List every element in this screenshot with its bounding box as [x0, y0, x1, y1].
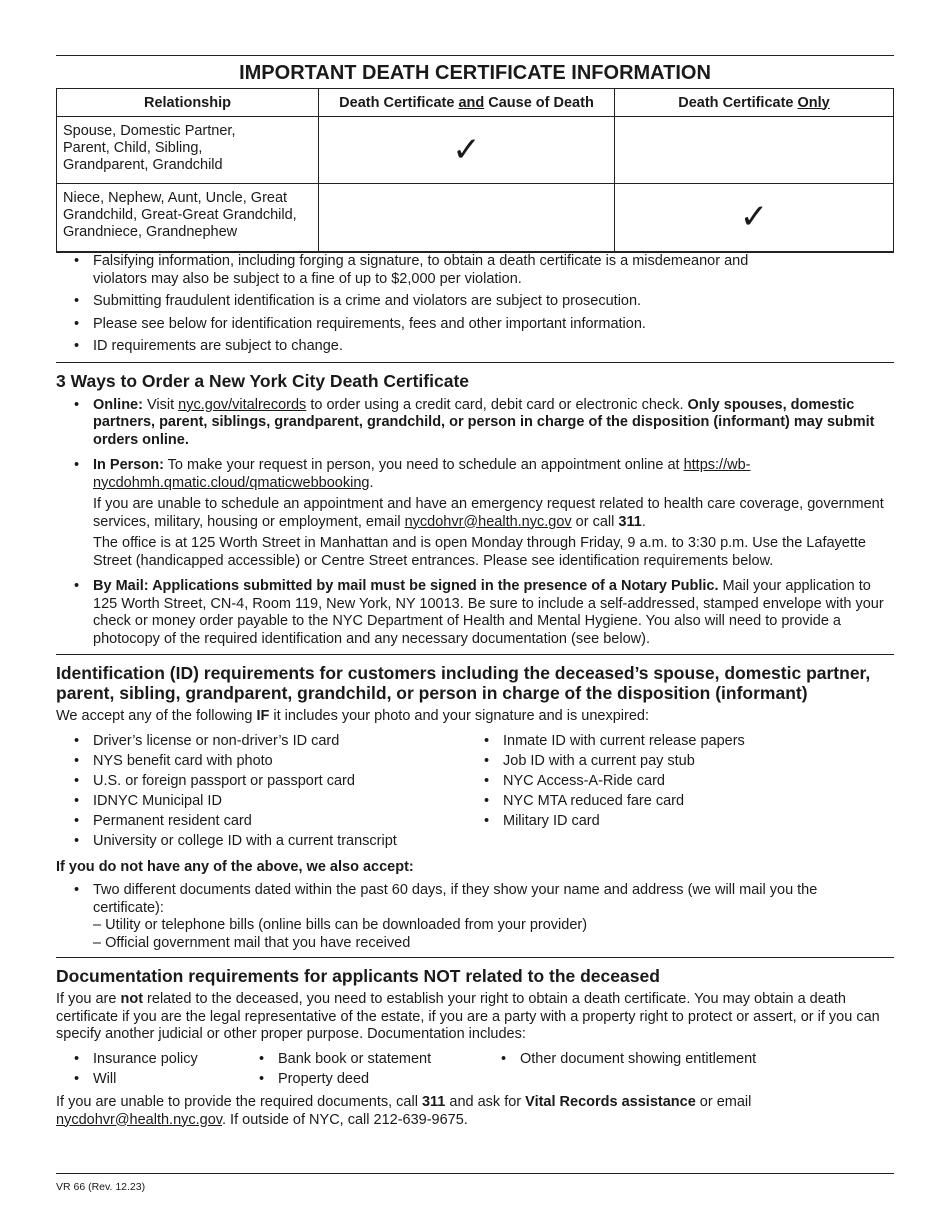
form-number: VR 66 (Rev. 12.23)	[56, 1181, 146, 1193]
relationship-table	[56, 88, 894, 253]
list-item: • Job ID with a current pay stub	[466, 753, 745, 771]
empty-cell	[615, 117, 894, 184]
note-item: • Submitting fraudulent identification is a crime and violators are subject to prosecution.	[56, 293, 894, 311]
list-item: • Property deed	[241, 1071, 483, 1089]
checkmark-icon: ✓	[319, 117, 615, 184]
id-requirements-section	[56, 655, 894, 952]
list-item: • NYC Access-A-Ride card	[466, 773, 745, 791]
ways-list	[56, 397, 894, 649]
list-item: • Other document showing entitlement	[483, 1051, 756, 1069]
alt-subitem: – Utility or telephone bills (online bills can be downloaded from your provider)	[93, 917, 588, 934]
doc-contact: If you are unable to provide the required documents, call 311 and ask for Vital Records assistance or email nycdohvr@health.nyc.gov. If outside of NYC, call 212-639-9675.	[56, 1094, 752, 1128]
page-title: IMPORTANT DEATH CERTIFICATE INFORMATION	[239, 62, 711, 84]
doc-intro: If you are not related to the deceased, you need to establish your right to obtain a death certificate. You may obtain a death certificate if you are the legal representative of the estate, if you are a party with a property right to protect or assert, or if you can specify another judicial or other proper purpose. Documentation includes:	[56, 991, 880, 1043]
alt-subitem: – Official government mail that you have received	[93, 934, 411, 951]
ways-heading: 3 Ways to Order a New York City Death Certificate	[56, 370, 470, 391]
list-item: • Permanent resident card	[56, 813, 466, 831]
documentation-section	[56, 958, 894, 1129]
table-header-row	[57, 89, 894, 117]
alt-item: • Two different documents dated within the past 60 days, if they show your name and address (we will mail you the certificate): – Utility or telephone bills (online bills can be downloaded from your provider) – Official government mail that you have received	[56, 882, 894, 952]
doc-lists	[56, 1051, 894, 1091]
id-heading: Identification (ID) requirements for customers including the deceased’s spouse, domestic partner, parent, sibling, grandparent, grandchild, or person in charge of the disposition (informant)	[56, 663, 871, 703]
doc-list-3	[483, 1051, 756, 1091]
list-item: • NYS benefit card with photo	[56, 753, 466, 771]
empty-cell	[319, 184, 615, 253]
mail-option: • By Mail: Applications submitted by mail must be signed in the presence of a Notary Public. Mail your application to 125 Worth Street, CN-4, Room 119, New York, NY 10013. Be sure to include a self-addressed, stamped envelope with your check or money order payable to the NYC Department of Health and Mental Hygiene. You also will need to provide a photocopy of the required identification and any necessary documentation (see below).	[56, 578, 894, 648]
doc-list-1	[56, 1051, 241, 1091]
list-item: • Military ID card	[466, 813, 745, 831]
list-item: • Insurance policy	[56, 1051, 241, 1069]
online-option: • Online: Visit nyc.gov/vitalrecords to order using a credit card, debit card or electronic check. Only spouses, domestic partners, parent, siblings, grandparent, grandchild, or person in charge of the disposition (informant) may submit orders online.	[56, 397, 894, 450]
relationship-cell: Spouse, Domestic Partner, Parent, Child, Sibling, Grandparent, Grandchild	[57, 117, 319, 184]
checkmark-icon: ✓	[615, 184, 894, 253]
table-row	[57, 117, 894, 184]
list-item: • University or college ID with a current transcript	[56, 833, 466, 851]
alt-heading: If you do not have any of the above, we also accept:	[56, 858, 414, 875]
note-item: • Falsifying information, including forging a signature, to obtain a death certificate is a misdemeanor and violators may also be subject to a fine of up to $2,000 per violation.	[56, 253, 894, 288]
list-item: • NYC MTA reduced fare card	[466, 793, 745, 811]
note-item: • Please see below for identification requirements, fees and other important information.	[56, 316, 894, 334]
bottom-rule	[56, 1173, 894, 1174]
list-item: • Will	[56, 1071, 241, 1089]
header-cert-and-cause: Death Certificate and Cause of Death	[319, 89, 615, 117]
email-link[interactable]: nycdohvr@health.nyc.gov	[404, 513, 572, 530]
id-list-left	[56, 733, 466, 854]
document-page	[56, 0, 894, 1129]
list-item: • Inmate ID with current release papers	[466, 733, 745, 751]
doc-list-2	[241, 1051, 483, 1091]
appointment-link[interactable]: https://wb-nycdohmh.qmatic.cloud/qmaticwebbooking	[93, 457, 751, 491]
note-item: • ID requirements are subject to change.	[56, 338, 894, 356]
email-link[interactable]: nycdohvr@health.nyc.gov	[56, 1111, 222, 1128]
header-cert-only: Death Certificate Only	[615, 89, 894, 117]
list-item: • Bank book or statement	[241, 1051, 483, 1069]
id-intro: We accept any of the following IF it includes your photo and your signature and is unexpired:	[56, 708, 649, 724]
id-lists	[56, 733, 894, 854]
id-list-right	[466, 733, 745, 854]
alt-list	[56, 882, 894, 952]
list-item: • Driver’s license or non-driver’s ID card	[56, 733, 466, 751]
list-item: • U.S. or foreign passport or passport card	[56, 773, 466, 791]
ways-section	[56, 363, 894, 649]
relationship-cell: Niece, Nephew, Aunt, Uncle, Great Grandchild, Great-Great Grandchild, Grandniece, Grandnephew	[57, 184, 319, 253]
list-item: • IDNYC Municipal ID	[56, 793, 466, 811]
doc-heading: Documentation requirements for applicants NOT related to the deceased	[56, 966, 660, 987]
warning-notes	[56, 253, 894, 356]
vitalrecords-link[interactable]: nyc.gov/vitalrecords	[178, 396, 307, 413]
in-person-option: • In Person: To make your request in person, you need to schedule an appointment online at https://wb-nycdohmh.qmatic.cloud/qmaticwebbooking. If you are unable to schedule an appointment and have an emergency request related to health care coverage, government services, military, housing or employment, email nycdohvr@health.nyc.gov or call 311. The office is at 125 Worth Street in Manhattan and is open Monday through Friday, 9 a.m. to 3:30 p.m. Use the Lafayette Street (handicapped accessible) or Centre Street entrances. Please see identification requirements below.	[56, 457, 894, 570]
table-row	[57, 184, 894, 253]
header-relationship: Relationship	[57, 89, 319, 117]
